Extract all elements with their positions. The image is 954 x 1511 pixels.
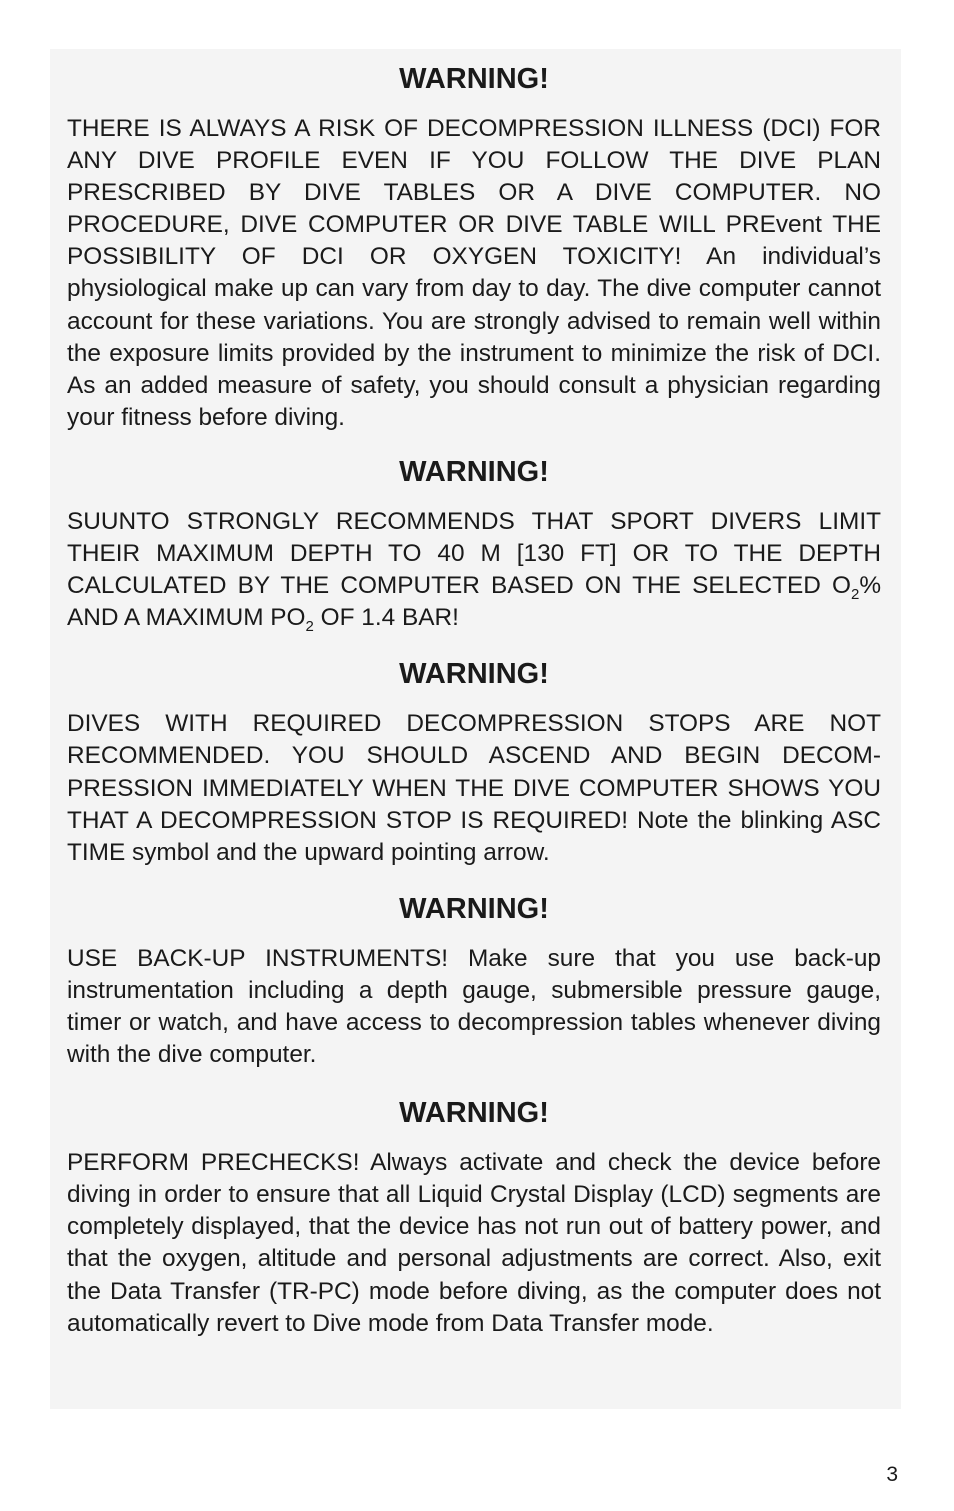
o2-subscript: 2	[850, 586, 860, 604]
warning-3-title: WARNING!	[399, 658, 549, 691]
warning-4-title: WARNING!	[399, 892, 549, 925]
warning-2-text-b: % AND A MAXIMUM PO	[67, 572, 881, 632]
warning-5-text: PERFORM PRECHECKS! Always activate and check the device before diving in order to ensure that all Liquid Crystal Display (LCD) segments are completely displayed, that the device has not run out of battery power, and that the oxygen, altitude and personal adjustments are correct. Also, exit the Data Transfer (TR-PC) mode before diving, as the computer does not automatically revert to Dive mode from Data Transfer mode.	[67, 1149, 881, 1337]
warning-1-text: THERE IS ALWAYS A RISK OF DECOMPRESSION ILLNESS (DCI) FOR ANY DIVE PROFILE EVEN IF YOU FOLLOW THE DIVE PLAN PRESCRIBED BY DIVE TABLES OR A DIVE COMPUTER. NO PROCEDURE, DIVE COMPUTER OR DIVE TABLE WILL PREvent THE POSSIBILITY OF DCI OR OXYGEN TOXICITY! An individual’s physiological make up can vary from day to day. The dive computer cannot account for these variations. You are strongly advised to remain well within the exposure limits provided by the instrument to minimize the risk of DCI. As an added measure of safety, you should consult a physician regarding your fitness before diving.	[67, 115, 881, 431]
warning-4-text: USE BACK-UP INSTRUMENTS! Make sure that you use back-up instrumentation including a depth gauge, submersible pressure gauge, timer or watch, and have access to decompression tables whenever diving with the dive computer.	[67, 944, 881, 1069]
warnings-box	[50, 49, 901, 1409]
warning-2-title: WARNING!	[399, 455, 549, 488]
page-number: 3	[886, 1463, 898, 1486]
warning-5-title: WARNING!	[399, 1097, 549, 1130]
warning-2-text-c: OF 1.4 BAR!	[313, 604, 459, 632]
warning-1-title: WARNING!	[399, 63, 549, 95]
warning-2-text-a: SUUNTO STRONGLY RECOMMENDS THAT SPORT DIVERS LIMIT THEIR MAXIMUM DEPTH TO 40 M [130 FT] OR TO THE DEPTH CALCULATED BY THE COMPUTER BASED ON THE SELECTED O	[67, 507, 881, 600]
warning-3-text: DIVES WITH REQUIRED DECOMPRESSION STOPS ARE NOT RECOMMENDED. YOU SHOULD ASCEND AND BEGIN DECOMPRESSION IMMEDIATELY WHEN THE DIVE COMPUTER SHOWS YOU THAT A DECOMPRESSION STOP IS REQUIRED! Note the blinking ASC TIME symbol and the upward pointing arrow.	[67, 710, 881, 866]
warning-2-text	[67, 506, 881, 634]
po2-subscript: 2	[305, 618, 314, 636]
